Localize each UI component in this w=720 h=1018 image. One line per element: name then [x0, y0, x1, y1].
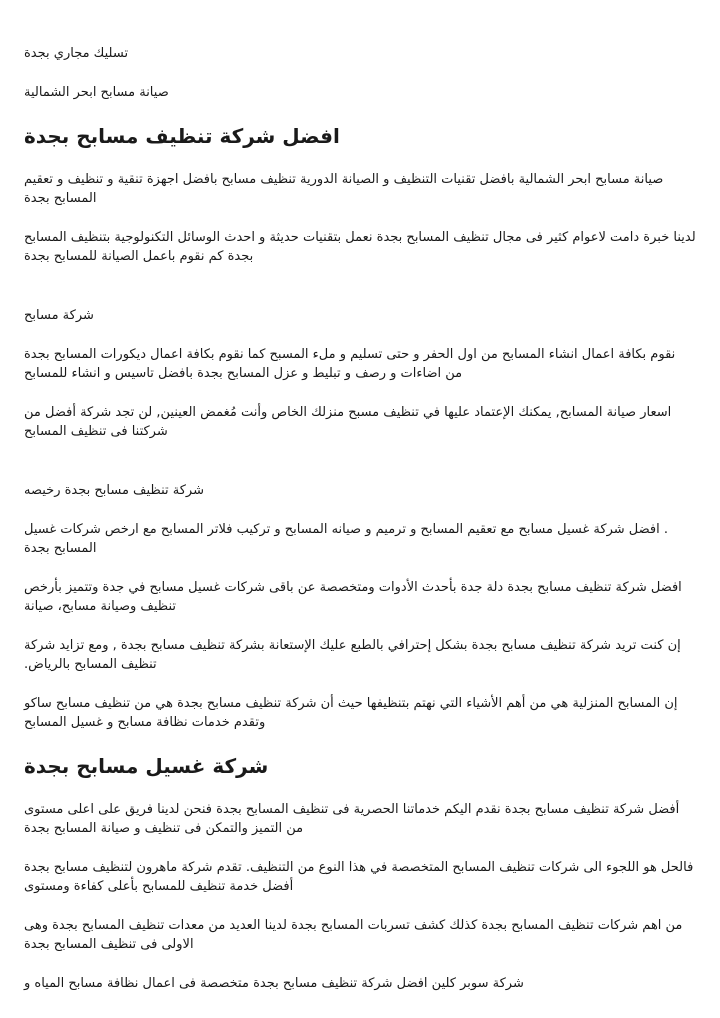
paragraph-pool-company: شركة مسابح: [24, 308, 94, 323]
paragraph-intro: صيانة مسابح ابحر الشمالية بافضل تقنيات التنظيف و الصيانة الدورية تنظيف مسابح بافضل اجهزة تنقية و تنظيف و تعقيم المسابح بجدة: [24, 172, 664, 206]
paragraph-super-clean: شركة سوبر كلين افضل شركة تنظيف مسابح بجدة متخصصة فى اعمال نظافة مسابح المياه و: [24, 976, 524, 991]
spacer: [24, 286, 696, 306]
paragraph-pool-maintenance-abhur: صيانة مسابح ابحر الشمالية: [24, 85, 169, 100]
paragraph-exclusive-services: أفضل شركة تنظيف مسابح بجدة نقدم اليكم خدماتنا الحصرية فى تنظيف المسابح بجدة فنحن لدينا فريق على اعلى مستوى من التميز والتمكن فى تنظيف و صيانة المسابح بجدة: [24, 802, 680, 836]
paragraph-experience: لدينا خبرة دامت لاعوام كثير فى مجال تنظيف المسابح بجدة نعمل بتقنيات حديثة و احدث الوسائل التكنولوجية بتنظيف المسابح بجدة كم نقوم باعمل الصيانة للمسابح بجدة: [24, 230, 696, 264]
paragraph-specialized-companies: فالحل هو اللجوء الى شركات تنظيف المسابح المتخصصة في هذا النوع من التنظيف. تقدم شركة ماهرون لتنظيف مسابح بجدة أفضل خدمة تنظيف للمسابح بأعلى كفاءة ومستوى: [24, 860, 694, 894]
paragraph-latest-tools: افضل شركة تنظيف مسابح بجدة دلة جدة بأحدث الأدوات ومتخصصة عن باقى شركات غسيل مسابح في جدة وتتميز بأرخص تنظيف وصيانة مسابح، صيانة: [24, 580, 682, 614]
paragraph-construction: نقوم بكافة اعمال انشاء المسابح من اول الحفر و حتى تسليم و ملء المسبح كما نقوم بكافة اعمال ديكورات المسابح بجدة من اضاءات و رصف و تبليط و عزل المسابح بجدة بافضل تاسيس و انشاء للمسابح: [24, 347, 676, 381]
heading-best-pool-cleaning: افضل شركة تنظيف مسابح بجدة: [24, 124, 340, 148]
paragraph-leak-detection: من اهم شركات تنظيف المسابح بجدة كذلك كشف تسربات المسابح بجدة لدينا العديد من معدات تنظيف المسابح بجدة وهى الاولى فى تنظيف المسابح بجدة: [24, 918, 683, 952]
paragraph-cheap-company: شركة تنظيف مسابح بجدة رخيصه: [24, 483, 204, 498]
paragraph-drain-cleaning: تسليك مجاري بجدة: [24, 46, 129, 61]
heading-pool-washing: شركة غسيل مسابح بجدة: [24, 754, 269, 778]
paragraph-professional: إن كنت تريد شركة تنظيف مسابح بجدة بشكل إحترافي بالطبع عليك الإستعانة بشركة تنظيف مسابح بجدة , ومع تزايد شركة تنظيف المسابح بالرياض.: [24, 638, 681, 672]
paragraph-washing-sterilizing: . افضل شركة غسيل مسابح مع تعقيم المسابح و ترميم و صيانه المسابح و تركيب فلاتر المسابح مع ارخص شركات غسيل المسابح بجدة: [24, 522, 668, 556]
paragraph-home-pools: إن المسابح المنزلية هي من أهم الأشياء التي نهتم بتنظيفها حيث أن شركة تنظيف مسابح بجدة هي من تنظيف مسابح ساكو وتقدم خدمات نظافة مسابح و غسيل المسابح: [24, 696, 678, 730]
spacer: [24, 461, 696, 481]
paragraph-prices: اسعار صيانة المسابح, يمكنك الإعتماد عليها في تنظيف مسبح منزلك الخاص وأنت مُغمض العينين, لن تجد شركة أفضل من شركتنا فى تنظيف المسابح: [24, 405, 672, 439]
